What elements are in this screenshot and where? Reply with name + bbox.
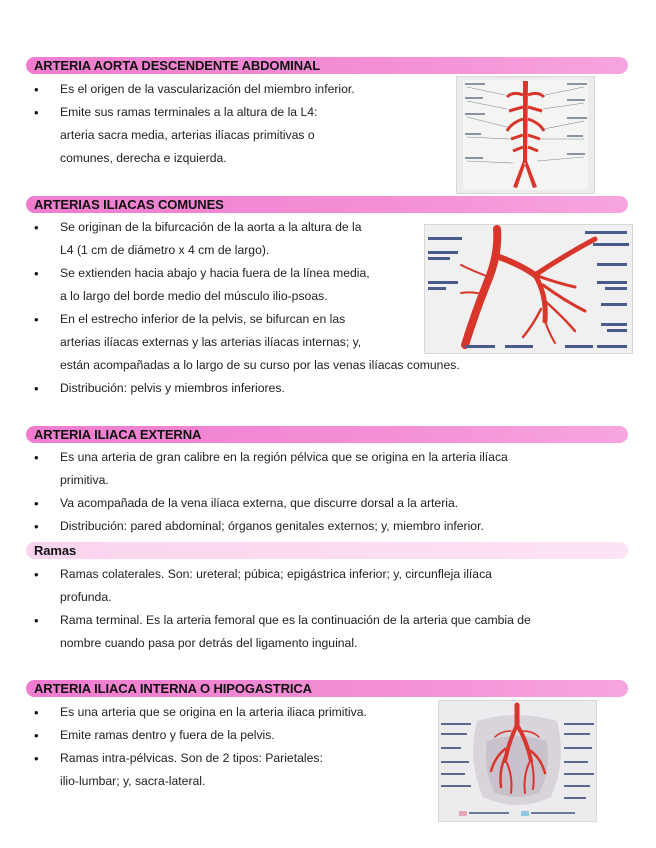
list-item: • Rama terminal. Es la arteria femoral que es la continuación de la arteria que cambia de nombre cuando pasa por detrás del ligamento inguinal. xyxy=(0,609,531,655)
pelvis-diagram xyxy=(438,700,597,822)
section-title: ARTERIA AORTA DESCENDENTE ABDOMINAL xyxy=(34,58,321,73)
bullet-list xyxy=(0,216,460,400)
aorta-diagram xyxy=(456,76,595,194)
iliac-bifurcation-diagram xyxy=(424,224,633,354)
list-item: • Se extienden hacia abajo y hacia fuera de la línea media, a lo largo del borde medio del músculo ilio-psoas. xyxy=(0,262,460,308)
list-item: • Ramas colaterales. Son: ureteral; púbica; epigástrica inferior; y, circunfleja ilíaca profunda. xyxy=(0,563,531,609)
section-title: ARTERIA ILIACA EXTERNA xyxy=(34,427,202,442)
list-item: • Es el origen de la vascularización del miembro inferior. xyxy=(0,78,355,101)
bullet-list xyxy=(0,701,367,793)
list-item: • Se originan de la bifurcación de la aorta a la altura de la L4 (1 cm de diámetro x 4 cm de largo). xyxy=(0,216,460,262)
bullet-list xyxy=(0,563,531,655)
section-title: ARTERIAS ILIACAS COMUNES xyxy=(34,197,224,212)
subsection-banner xyxy=(26,542,628,559)
section-title: ARTERIA ILIACA INTERNA O HIPOGASTRICA xyxy=(34,681,312,696)
list-item: • Es una arteria que se origina en la arteria iliaca primitiva. xyxy=(0,701,367,724)
list-item: • Emite sus ramas terminales a la altura de la L4: arteria sacra media, arterias ilíacas primitivas o comunes, derecha e izquierda. xyxy=(0,101,355,170)
list-item: • En el estrecho inferior de la pelvis, se bifurcan en las arterias ilíacas externas y las arterias ilíacas internas; y, están acompañadas a lo largo de su curso por las venas ilíacas comunes. xyxy=(0,308,460,377)
bullet-list xyxy=(0,78,355,170)
list-item: • Es una arteria de gran calibre en la región pélvica que se origina en la arteria ilíaca primitiva. xyxy=(0,446,508,492)
list-item: • Emite ramas dentro y fuera de la pelvis. xyxy=(0,724,367,747)
list-item: • Distribución: pared abdominal; órganos genitales externos; y, miembro inferior. xyxy=(0,515,508,538)
list-item: • Distribución: pelvis y miembros inferiores. xyxy=(0,377,460,400)
bullet-list xyxy=(0,446,508,538)
subsection-title: Ramas xyxy=(34,543,77,558)
list-item: • Ramas intra-pélvicas. Son de 2 tipos: Parietales: ilio-lumbar; y, sacra-lateral. xyxy=(0,747,367,793)
list-item: • Va acompañada de la vena ilíaca externa, que discurre dorsal a la arteria. xyxy=(0,492,508,515)
